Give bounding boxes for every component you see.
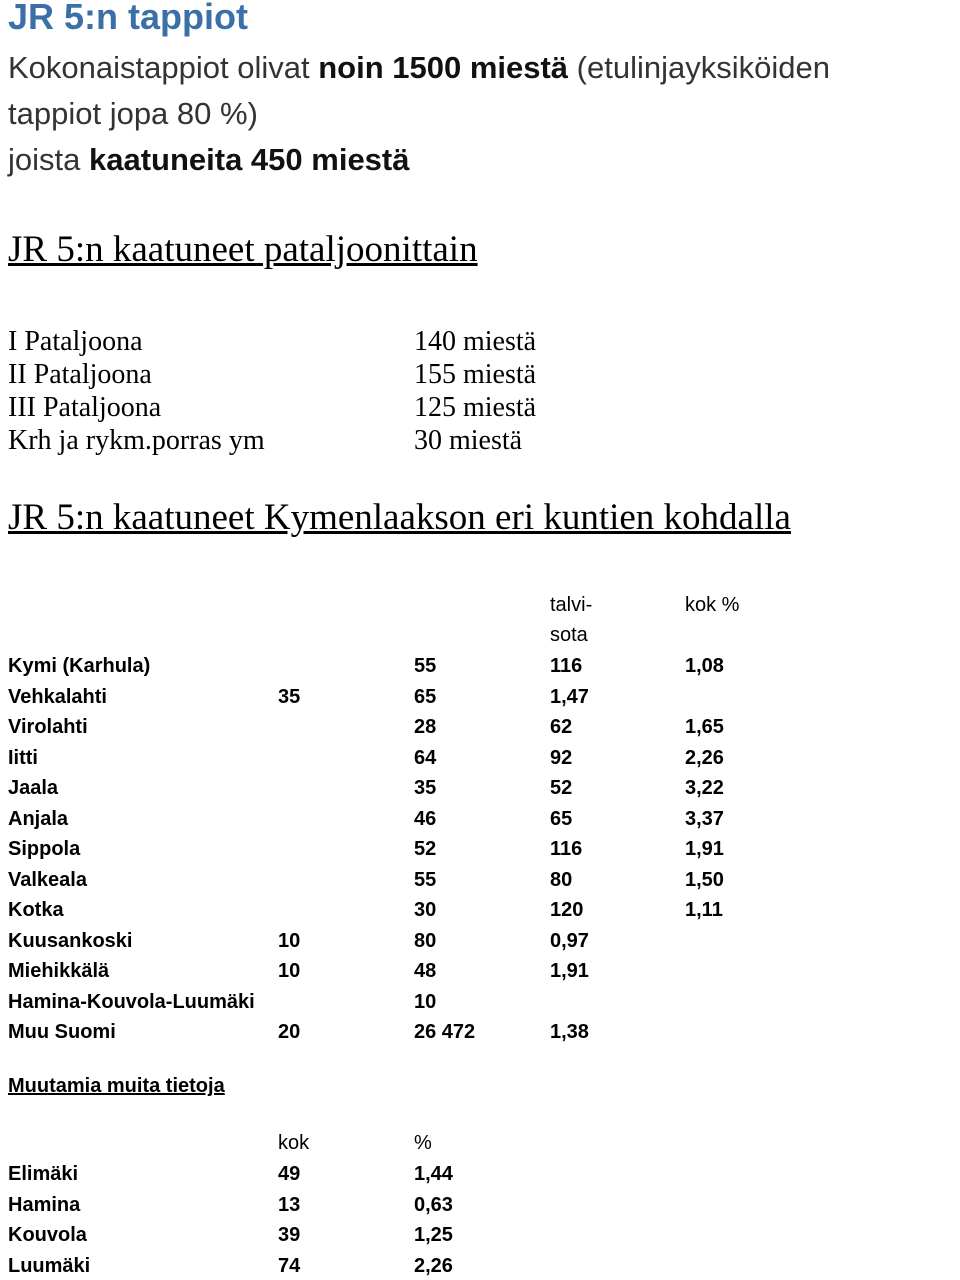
municipality-value-c2: 28 <box>414 716 437 738</box>
municipality-value-c3: 52 <box>550 777 573 799</box>
municipality-value-c3: 120 <box>550 899 584 921</box>
municipality-value-c1: 10 <box>278 960 301 982</box>
municipality-value-c3: 65 <box>550 807 573 830</box>
intro-text: joista <box>8 142 89 177</box>
municipality-value-c2: 55 <box>414 655 437 677</box>
municipality-value-c2: 10 <box>414 990 437 1013</box>
municipality-value-c4: 1,91 <box>685 838 724 860</box>
municipality-name: Hamina-Kouvola-Luumäki <box>8 990 255 1013</box>
municipality-value-c3: 1,47 <box>550 685 589 708</box>
municipality-value-c4: 1,08 <box>685 655 724 677</box>
municipality-value-c3: 116 <box>550 655 583 677</box>
municipality-value-c3: 80 <box>550 868 573 891</box>
municipality-name: Valkeala <box>8 868 87 891</box>
municipality-value-c3: 1,91 <box>550 960 589 982</box>
municipality-value-c1: 20 <box>278 1021 301 1043</box>
battalion-count: 30 miestä <box>414 425 523 456</box>
municipality-value-c1: 35 <box>278 685 301 708</box>
municipality-value-c3: 0,97 <box>550 929 589 952</box>
municipality-value-c3: 92 <box>550 746 573 769</box>
place-percent: 0,63 <box>414 1193 453 1216</box>
place-percent: 1,44 <box>414 1163 453 1185</box>
battalion-name: III Pataljoona <box>8 392 162 423</box>
intro-emphasis: kaatuneita 450 miestä <box>88 142 410 177</box>
municipality-name: Kuusankoski <box>8 929 133 952</box>
municipality-value-c2: 65 <box>414 685 437 708</box>
municipality-name: Jaala <box>8 777 59 799</box>
municipality-value-c4: 3,37 <box>685 807 724 830</box>
municipality-value-c4: 1,11 <box>685 899 723 921</box>
municipality-value-c2: 52 <box>414 838 437 860</box>
municipality-value-c2: 48 <box>414 960 437 982</box>
municipality-name: Vehkalahti <box>8 685 107 708</box>
municipality-value-c3: 62 <box>550 716 573 738</box>
place-kok: 13 <box>278 1193 301 1216</box>
battalion-count: 140 miestä <box>414 326 537 357</box>
place-kok: 39 <box>278 1224 301 1246</box>
municipality-value-c4: 2,26 <box>685 746 724 769</box>
place-name: Hamina <box>8 1193 81 1216</box>
battalion-name: I Pataljoona <box>8 326 143 357</box>
battalion-count: 155 miestä <box>414 359 537 390</box>
other-header-kok: kok <box>278 1132 310 1154</box>
place-percent: 1,25 <box>414 1224 453 1246</box>
place-name: Luumäki <box>8 1254 91 1277</box>
municipality-value-c3: 116 <box>550 838 583 860</box>
municipality-name: Anjala <box>8 807 69 830</box>
header-talvi: talvi- <box>550 594 593 616</box>
municipality-name: Iitti <box>8 746 38 769</box>
place-name: Kouvola <box>8 1224 87 1246</box>
municipality-value-c4: 3,22 <box>685 777 724 799</box>
municipality-value-c4: 1,65 <box>685 716 724 738</box>
intro-text: (etulinjayksiköiden <box>568 50 830 85</box>
intro-line-1 <box>8 50 830 86</box>
place-kok: 74 <box>278 1254 301 1277</box>
battalions-heading: JR 5:n kaatuneet pataljoonittain <box>8 229 478 270</box>
municipality-name: Kymi (Karhula) <box>8 655 151 677</box>
municipality-value-c3: 1,38 <box>550 1021 589 1043</box>
battalion-name: II Pataljoona <box>8 359 152 390</box>
municipality-value-c2: 35 <box>414 777 437 799</box>
municipality-value-c1: 10 <box>278 929 301 952</box>
other-header-percent: % <box>414 1132 432 1154</box>
page-title: JR 5:n tappiot <box>8 0 248 37</box>
municipality-name: Virolahti <box>8 716 88 738</box>
municipality-name: Kotka <box>8 899 64 921</box>
place-percent: 2,26 <box>414 1254 453 1277</box>
place-name: Elimäki <box>8 1163 79 1185</box>
municipality-value-c2: 46 <box>414 807 437 830</box>
intro-text: Kokonaistappiot olivat <box>8 50 319 85</box>
municipality-name: Sippola <box>8 838 81 860</box>
municipality-value-c2: 55 <box>414 868 437 891</box>
municipality-value-c4: 1,50 <box>685 868 724 891</box>
other-info-heading: Muutamia muita tietoja <box>8 1075 225 1097</box>
battalion-count: 125 miestä <box>414 392 537 423</box>
place-kok: 49 <box>278 1163 301 1185</box>
municipality-name: Muu Suomi <box>8 1021 116 1043</box>
intro-line-2: tappiot jopa 80 %) <box>8 96 258 131</box>
header-sota: sota <box>550 624 588 646</box>
battalion-name: Krh ja rykm.porras ym <box>8 425 265 456</box>
municipality-value-c2: 64 <box>414 746 437 769</box>
municipality-value-c2: 30 <box>414 899 437 921</box>
intro-emphasis: noin 1500 miestä <box>318 50 569 85</box>
municipality-value-c2: 26 472 <box>414 1021 476 1043</box>
municipality-value-c2: 80 <box>414 929 437 952</box>
header-kok-percent: kok % <box>685 594 740 616</box>
municipality-name: Miehikkälä <box>8 960 110 982</box>
intro-line-3 <box>8 142 410 178</box>
municipalities-heading: JR 5:n kaatuneet Kymenlaakson eri kuntien kohdalla <box>8 497 791 538</box>
